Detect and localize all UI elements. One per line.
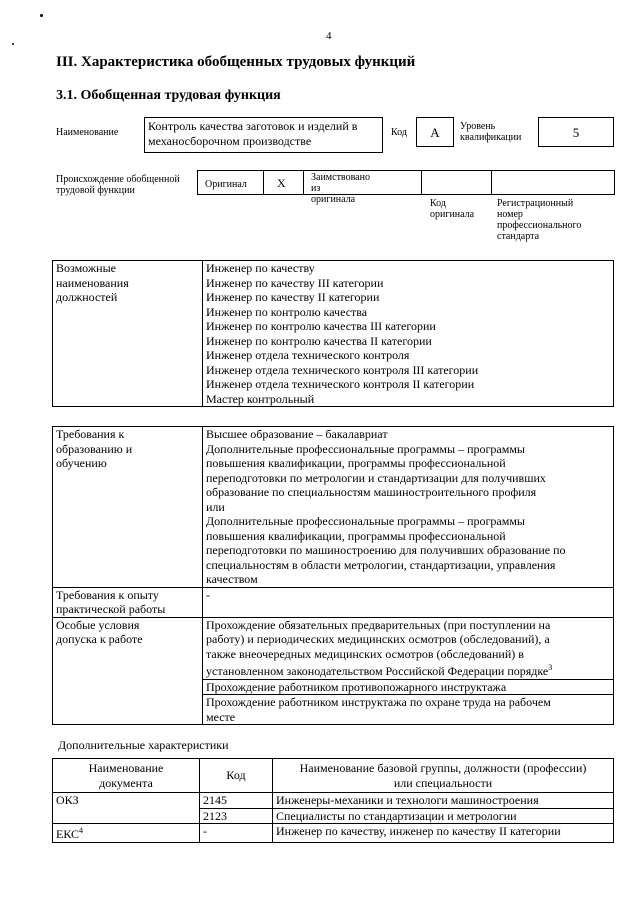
requirements-table — [52, 426, 614, 725]
code-cell: - — [200, 824, 273, 843]
fire-safety-condition: Прохождение работником противопожарного инструктажа — [203, 679, 614, 695]
original-label: Оригинал — [205, 179, 247, 190]
scan-speck — [40, 14, 43, 17]
subsection-title: 3.1. Обобщенная трудовая функция — [56, 88, 281, 103]
doc-cell: ЕКС$^4$ — [53, 824, 200, 843]
additional-title: Дополнительные характеристики — [58, 738, 229, 752]
medical-exam-condition: Прохождение обязательных предварительных (при поступлении на работу) и периодических медицинских осмотров (обследований), а также внеочередных медицинских осмотров (обследований) в установленном законодательством Российской Федерации порядке$^3$ — [203, 617, 614, 679]
positions-table — [52, 260, 614, 407]
code-cell: 2145 — [200, 793, 273, 809]
position-item: Инженер отдела технического контроля III категории — [206, 362, 479, 377]
labor-safety-condition: Прохождение работником инструктажа по охране труда на рабочем месте — [203, 695, 614, 725]
code-cell: 2123 — [200, 808, 273, 824]
position-item: Инженер по качеству — [206, 261, 315, 275]
name-cell: Специалисты по стандартизации и метрологии — [273, 808, 614, 824]
col-document-header: Наименование документа — [53, 759, 200, 793]
name-label: Наименование — [56, 127, 119, 138]
position-item: Мастер контрольный — [206, 391, 315, 406]
position-item: Инженер по контролю качества III категории — [206, 319, 436, 333]
col-code-header: Код — [200, 759, 273, 793]
section-title: III. Характеристика обобщенных трудовых функций — [56, 54, 416, 70]
footnote-3: 3 — [548, 663, 553, 672]
original-code-label: Код оригинала — [430, 198, 475, 220]
education-requirements: Высшее образование – бакалавриат Дополнительные профессиональные программы – программы повышения квалификации, программы профессиональной переподготовки по метрологии и стандартизации для получивших образование по специальностям машиностроительного профиля или Дополнительные профессиональные программы – программы повышения квалификации, программы профессиональной переподготовки по машиностроению для получивших образование по специальностям в области метрологии, стандартизации, управления качеством — [203, 427, 614, 588]
footnote-4: 4 — [79, 826, 84, 835]
education-label: Требования к образованию и обучению — [53, 427, 203, 588]
name-value: Контроль качества заготовок и изделий в механосборочном производстве — [144, 117, 383, 153]
doc-cell: ОКЗ — [53, 793, 200, 824]
origin-label: Происхождение обобщенной трудовой функции — [56, 174, 180, 196]
table-row — [53, 793, 614, 809]
position-item: Инженер отдела технического контроля II категории — [206, 377, 475, 391]
position-item: Инженер по контролю качества — [206, 304, 368, 319]
level-value: 5 — [538, 117, 614, 147]
code-label: Код — [391, 127, 407, 138]
col-name-header: Наименование базовой группы, должности (профессии) или специальности — [273, 759, 614, 793]
original-mark: X — [277, 176, 286, 190]
registration-number-label: Регистрационный номер профессионального стандарта — [497, 198, 582, 242]
positions-list — [203, 261, 614, 407]
code-value: A — [416, 117, 454, 147]
name-cell: Инженер по качеству, инженер по качеству II категории — [273, 824, 614, 843]
level-label: Уровень квалификации — [460, 121, 522, 143]
additional-table — [52, 758, 614, 843]
position-item: Инженер по контролю качества II категории — [206, 333, 432, 348]
conditions-label: Особые условия допуска к работе — [53, 617, 203, 725]
table-row — [53, 824, 614, 843]
name-cell: Инженеры-механики и технологи машиностроения — [273, 793, 614, 809]
experience-label: Требования к опыту практической работы — [53, 587, 203, 617]
position-item: Инженер отдела технического контроля — [206, 348, 410, 362]
borrowed-label: Заимствовано из оригинала — [311, 172, 370, 205]
page-number: 4 — [326, 30, 332, 42]
positions-label: Возможные наименования должностей — [53, 261, 203, 407]
experience-value: - — [203, 587, 614, 617]
scan-speck — [12, 43, 14, 45]
position-item: Инженер по качеству II категории — [206, 290, 380, 304]
position-item: Инженер по качеству III категории — [206, 275, 384, 290]
